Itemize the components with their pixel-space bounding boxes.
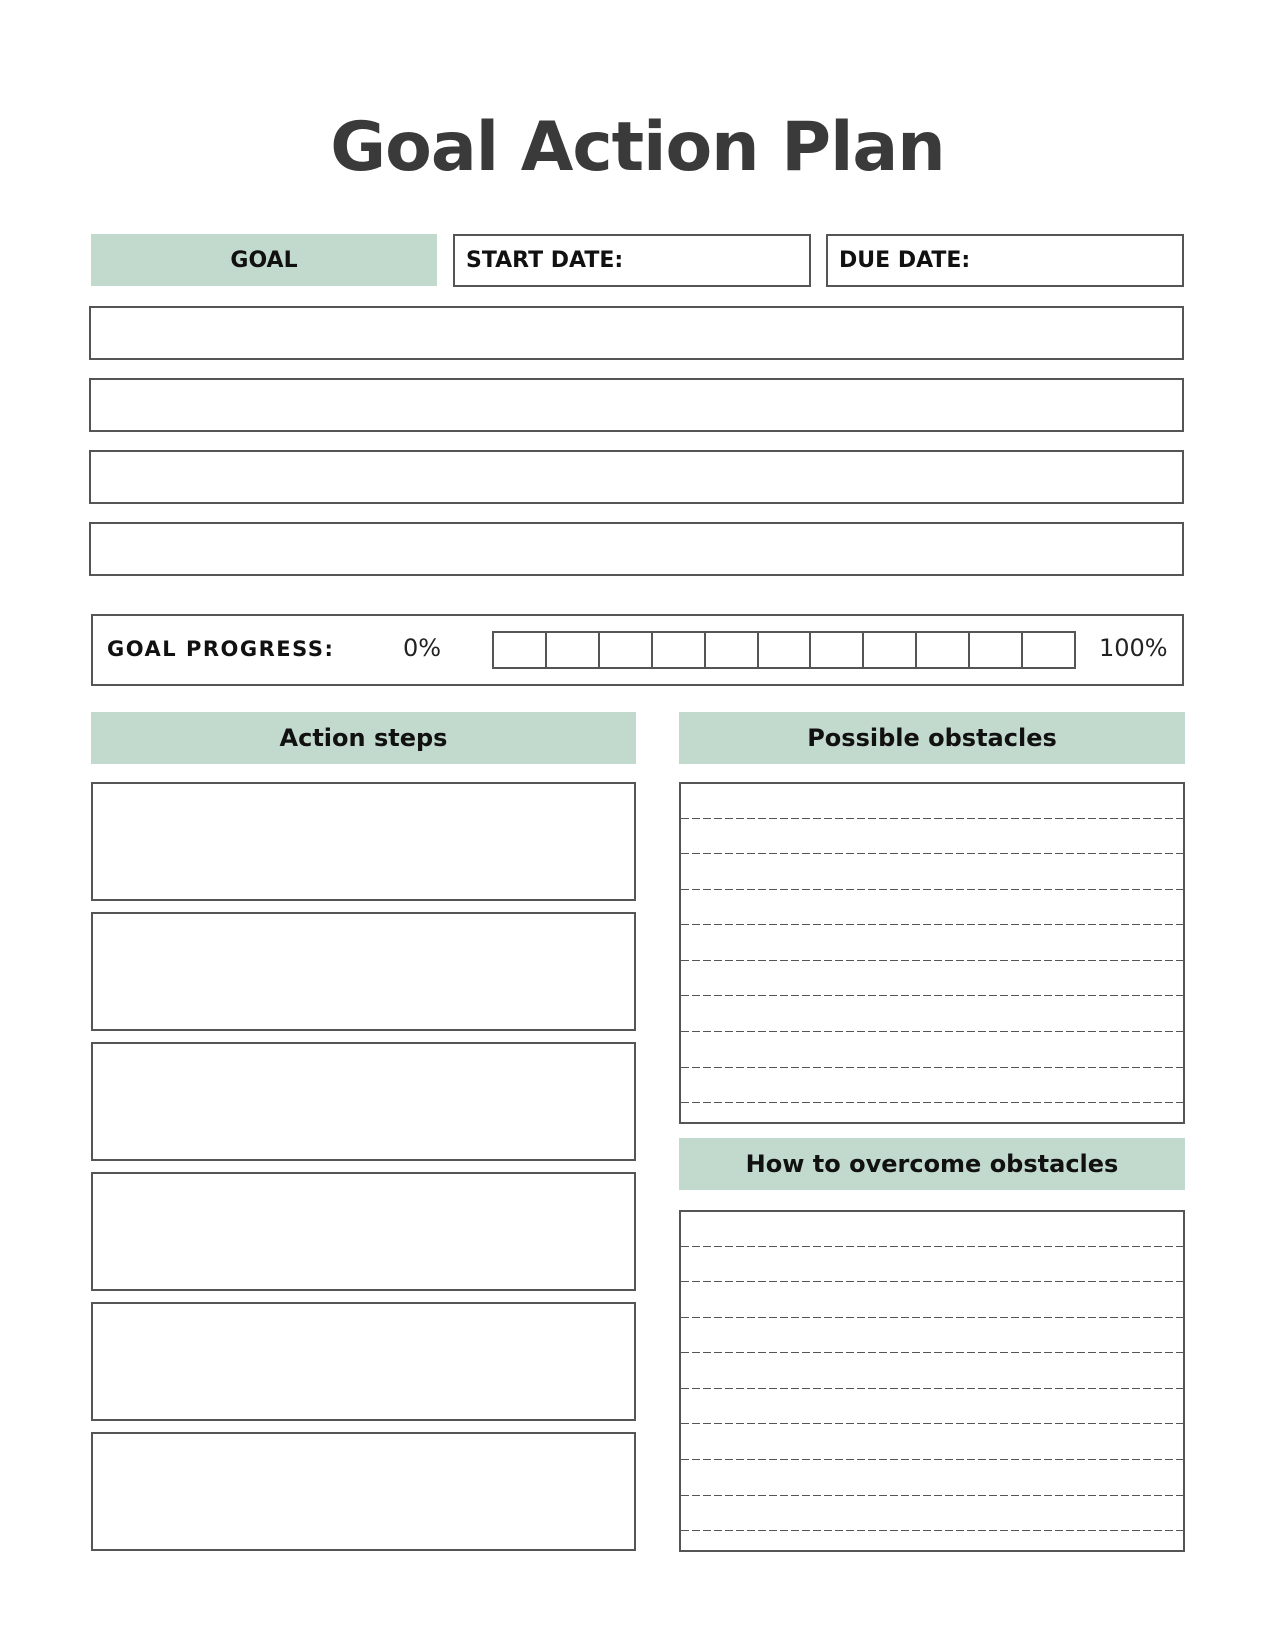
writing-line (681, 853, 1183, 854)
possible-obstacles-header: Possible obstacles (679, 712, 1185, 764)
writing-line (681, 1530, 1183, 1531)
goal-line-1[interactable] (89, 306, 1184, 360)
possible-obstacles-box[interactable] (679, 782, 1185, 1124)
progress-min-label: 0% (403, 634, 442, 662)
writing-line (681, 995, 1183, 996)
action-steps-header: Action steps (91, 712, 636, 764)
due-date-field[interactable] (826, 234, 1184, 287)
start-date-field[interactable] (453, 234, 811, 287)
start-date-label: START DATE: (466, 248, 624, 273)
writing-line (681, 960, 1183, 961)
progress-segment[interactable] (600, 633, 653, 667)
due-date-label: DUE DATE: (839, 248, 971, 273)
goal-progress-panel (91, 614, 1184, 686)
writing-line (681, 1423, 1183, 1424)
writing-line (681, 818, 1183, 819)
progress-max-label: 100% (1099, 634, 1168, 662)
action-step-box[interactable] (91, 1042, 636, 1161)
progress-segment[interactable] (864, 633, 917, 667)
goal-progress-label: GOAL PROGRESS: (107, 637, 335, 661)
writing-line (681, 1352, 1183, 1353)
overcome-obstacles-box[interactable] (679, 1210, 1185, 1552)
page-title: Goal Action Plan (330, 108, 945, 187)
goal-line-4[interactable] (89, 522, 1184, 576)
progress-segment[interactable] (1023, 633, 1074, 667)
writing-line (681, 889, 1183, 890)
overcome-obstacles-header: How to overcome obstacles (679, 1138, 1185, 1190)
progress-segment[interactable] (547, 633, 600, 667)
progress-segment[interactable] (706, 633, 759, 667)
writing-line (681, 1031, 1183, 1032)
progress-segment[interactable] (653, 633, 706, 667)
action-step-box[interactable] (91, 782, 636, 901)
writing-line (681, 924, 1183, 925)
progress-segment[interactable] (811, 633, 864, 667)
goal-line-3[interactable] (89, 450, 1184, 504)
action-step-box[interactable] (91, 1172, 636, 1291)
progress-segment[interactable] (494, 633, 547, 667)
action-step-box[interactable] (91, 912, 636, 1031)
progress-segment[interactable] (759, 633, 812, 667)
writing-line (681, 1459, 1183, 1460)
goal-label: GOAL (91, 234, 437, 286)
progress-segment[interactable] (970, 633, 1023, 667)
writing-line (681, 1495, 1183, 1496)
writing-line (681, 1246, 1183, 1247)
action-step-box[interactable] (91, 1302, 636, 1421)
writing-line (681, 1317, 1183, 1318)
progress-segment[interactable] (917, 633, 970, 667)
progress-bar[interactable] (492, 631, 1076, 669)
action-step-box[interactable] (91, 1432, 636, 1551)
writing-line (681, 1388, 1183, 1389)
writing-line (681, 1102, 1183, 1103)
writing-line (681, 1281, 1183, 1282)
writing-line (681, 1067, 1183, 1068)
goal-line-2[interactable] (89, 378, 1184, 432)
